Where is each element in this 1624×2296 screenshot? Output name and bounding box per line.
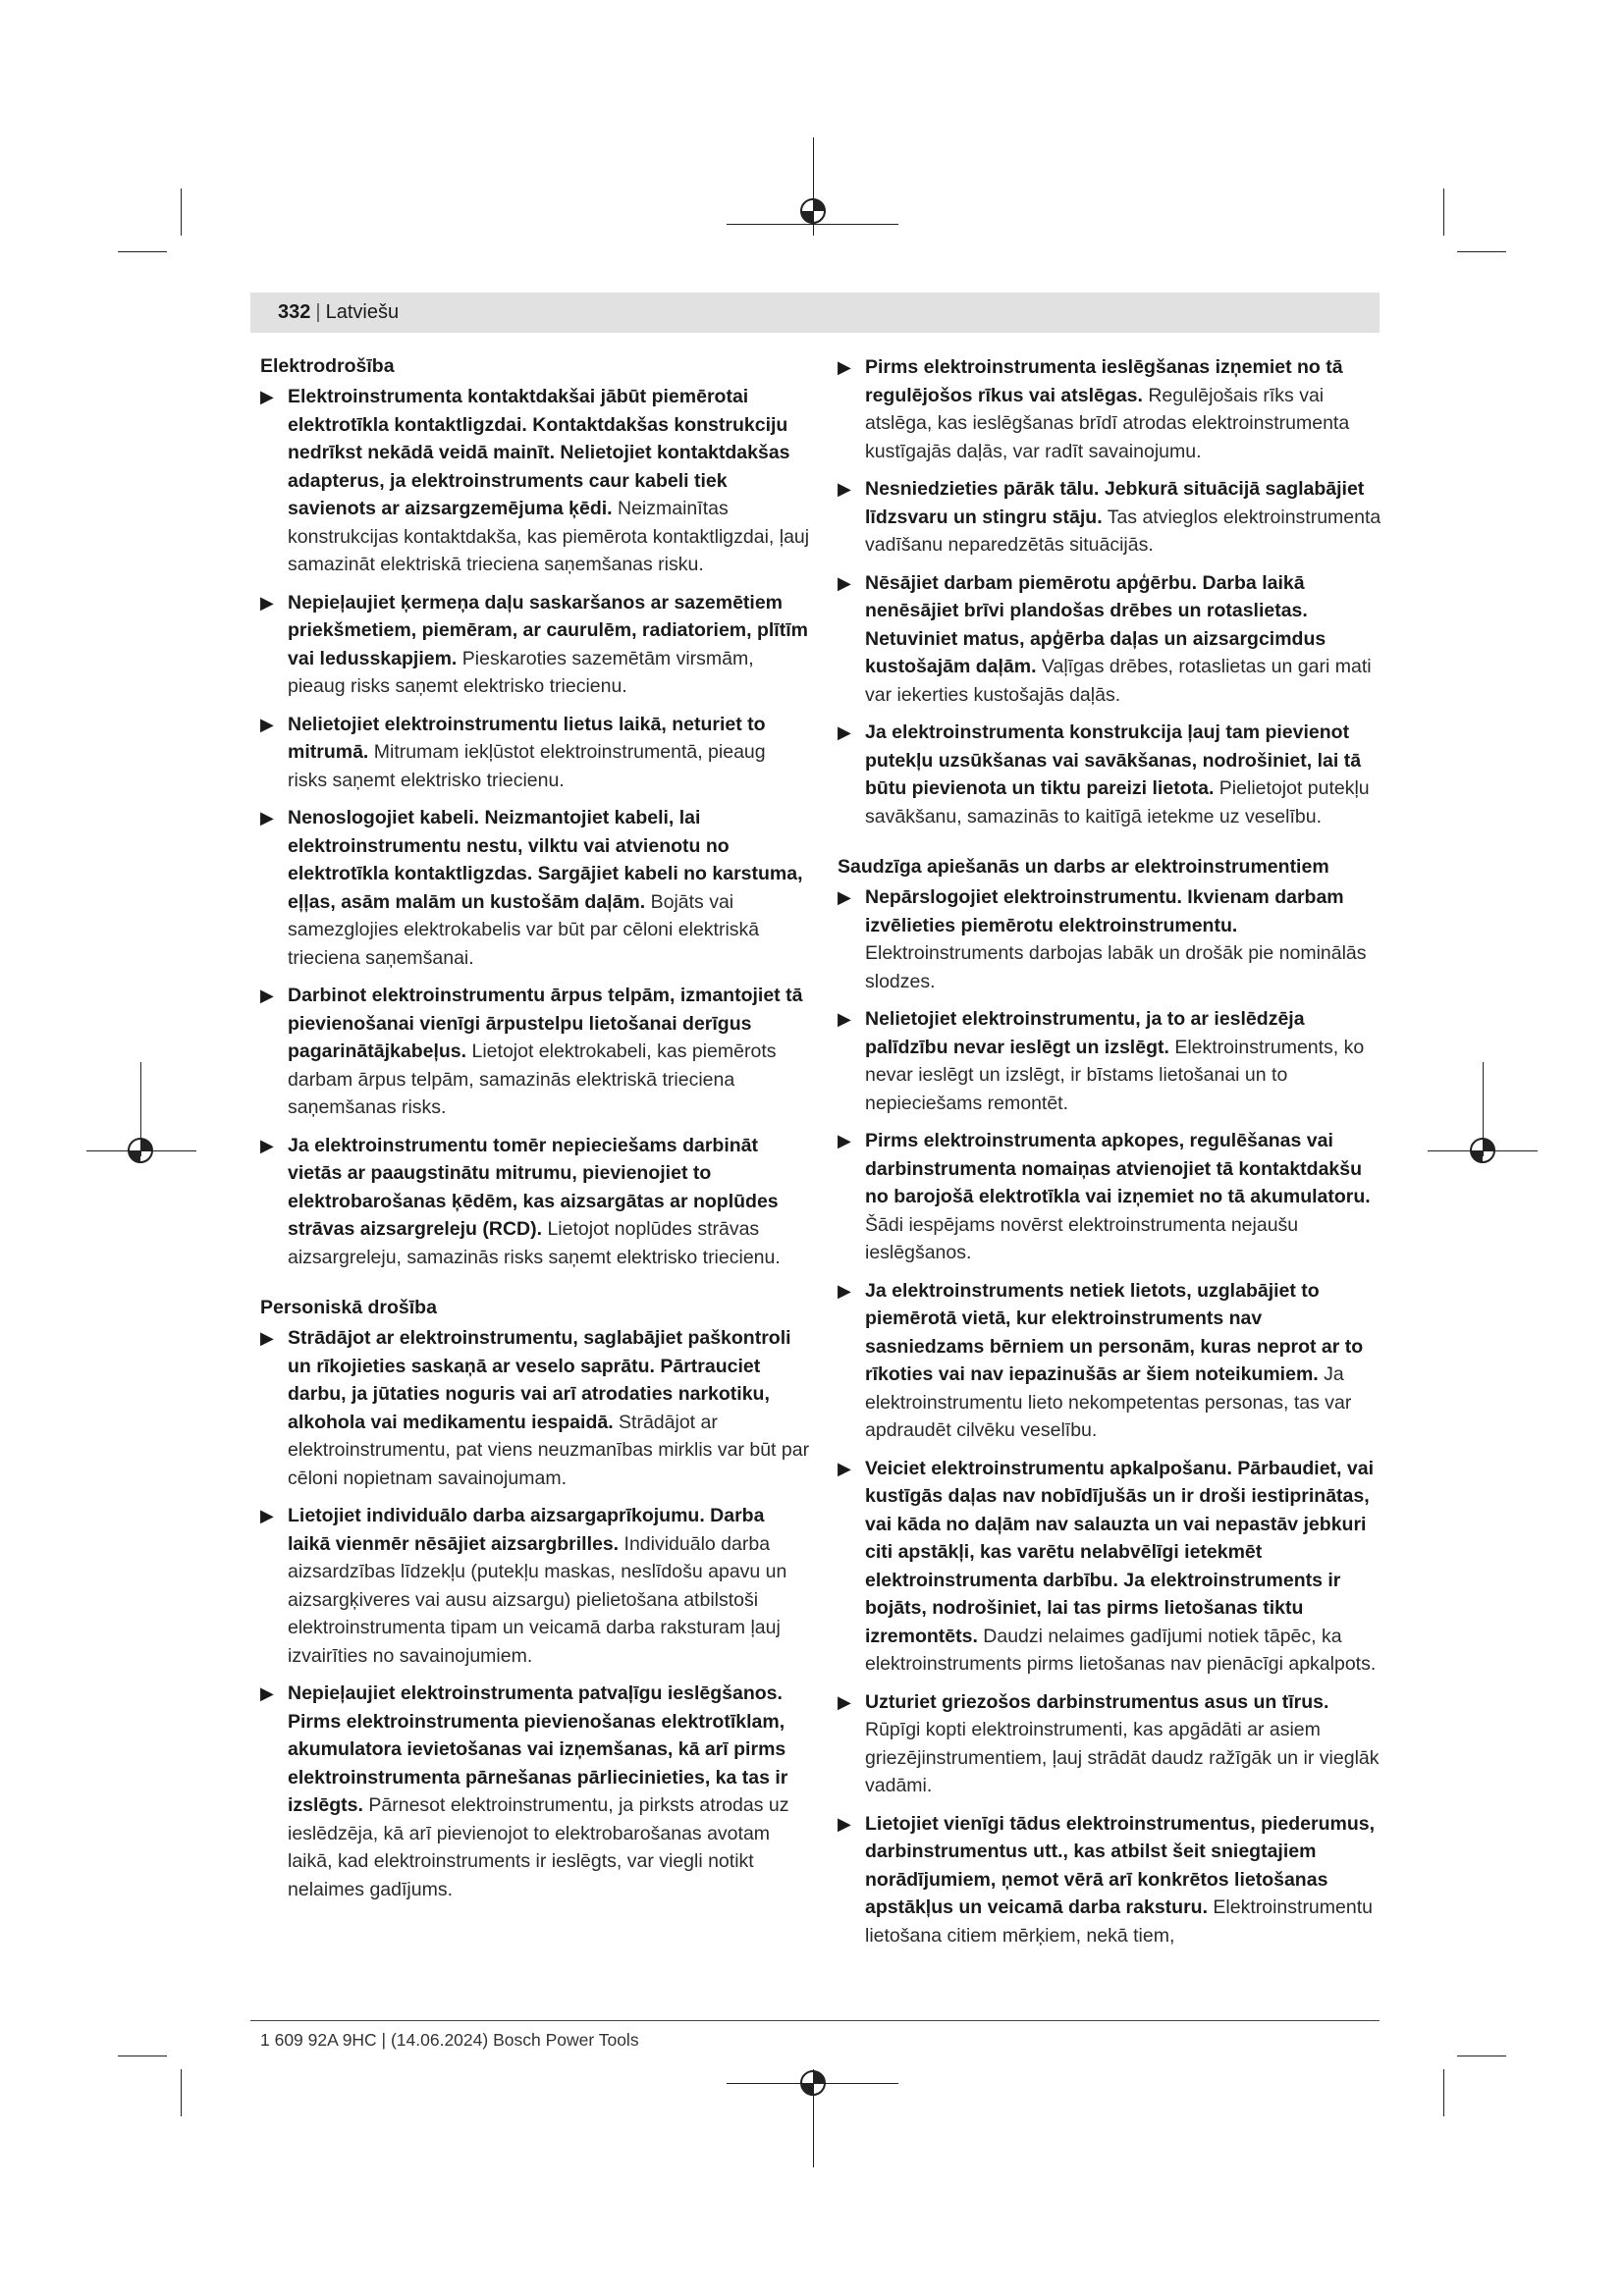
instruction-explanation-text: Strādājot ar elektroinstrumentu, pat viens neuzmanības mirklis var būt par cēloni nopietnam savainojumam. xyxy=(288,1411,810,1489)
safety-instruction-item xyxy=(260,982,810,1122)
instruction-bold-text: Nesniedzieties pārāk tālu. Jebkurā situācijā saglabājiet līdzsvaru un stingru stāju. xyxy=(865,478,1365,528)
triangle-bullet-icon: ▶ xyxy=(260,1135,274,1155)
instruction-bold-text: Ja elektroinstruments netiek lietots, uzglabājiet to piemērotā vietā, kur elektroinstruments nav sasniedzams bērniem un personām, kuras neprot ar to rīkoties vai nav iepazinušās ar šiem noteikumiem. xyxy=(865,1279,1364,1385)
instruction-explanation-text: Tas atvieglos elektroinstrumenta vadīšanu neparedzētās situācijās. xyxy=(865,506,1381,556)
safety-instruction-item xyxy=(838,1810,1382,1950)
section-heading: Saudzīga apiešanās un darbs ar elektroinstrumentiem xyxy=(838,856,1329,878)
registration-mark-icon xyxy=(798,196,828,226)
page-number: 332 xyxy=(278,301,311,323)
safety-instruction-item xyxy=(260,711,810,795)
section-heading: Elektrodrošība xyxy=(260,355,395,377)
instruction-bold-text: Nepieļaujiet elektroinstrumenta patvaļīgu ieslēgšanos. Pirms elektroinstrumenta pievienošanas elektrotīklam, akumulatora ievietošanas vai izņemšanas, kā arī pirms elektroinstrumenta pārnešanas pārliecinieties, ka tas ir izslēgts. xyxy=(288,1682,788,1816)
safety-instruction-item xyxy=(838,475,1382,560)
page-header xyxy=(250,293,1380,333)
triangle-bullet-icon: ▶ xyxy=(838,1813,851,1834)
triangle-bullet-icon: ▶ xyxy=(838,357,851,377)
triangle-bullet-icon: ▶ xyxy=(838,1458,851,1478)
instruction-bold-text: Nenoslogojiet kabeli. Neizmantojiet kabeli, lai elektroinstrumentu nestu, vilktu vai atvienotu no elektrotīkla kontaktligzdas. Sargājiet kabeli no karstuma, eļļas, asām malām un kustošām daļām. xyxy=(288,807,803,913)
crop-mark xyxy=(118,251,167,252)
instruction-explanation-text: Lietojot noplūdes strāvas aizsargreleju, samazinās risks saņemt elektrisko triecienu. xyxy=(288,1218,781,1268)
safety-instruction-item xyxy=(838,1005,1382,1117)
safety-instruction-item xyxy=(838,1688,1382,1800)
crop-mark xyxy=(1443,188,1444,236)
crop-mark xyxy=(181,2069,182,2116)
triangle-bullet-icon: ▶ xyxy=(838,1131,851,1150)
instruction-explanation-text: Individuālo darba aizsardzības līdzekļu (putekļu maskas, neslīdošu apavu un aizsargķiveres vai ausu aizsargu) pielietošana atbilstoši elektroinstrumenta tipam un veicamā darba raksturam ļauj izvairīties no savainojumiem. xyxy=(288,1532,787,1667)
triangle-bullet-icon: ▶ xyxy=(260,714,274,734)
crop-mark xyxy=(1443,2069,1444,2116)
instruction-bold-text: Ja elektroinstrumentu tomēr nepieciešams darbināt vietās ar paaugstinātu mitrumu, pievienojiet to elektrobarošanas ķēdēm, kas aizsargātas ar noplūdes strāvas aizsargreleju (RCD). xyxy=(288,1134,779,1240)
triangle-bullet-icon: ▶ xyxy=(838,722,851,742)
crop-mark xyxy=(181,188,182,236)
instruction-bold-text: Lietojiet vienīgi tādus elektroinstrumentus, piederumus, darbinstrumentus utt., kas atbilst šeit sniegtajiem norādījumiem, ņemot vērā arī konkrētos lietošanas apstākļus un veicamā darba raksturu. xyxy=(865,1812,1376,1918)
instruction-bold-text: Nepārslogojiet elektroinstrumentu. Ikvienam darbam izvēlieties piemērotu elektroinstrumentu. xyxy=(865,886,1344,936)
safety-instruction-item xyxy=(838,719,1382,830)
registration-mark-icon xyxy=(126,1136,155,1165)
instruction-bold-text: Lietojiet individuālo darba aizsargaprīkojumu. Darba laikā vienmēr nēsājiet aizsargbrilles. xyxy=(288,1505,765,1555)
triangle-bullet-icon: ▶ xyxy=(260,1683,274,1703)
instruction-explanation-text: Mitrumam iekļūstot elektroinstrumentā, pieaug risks saņemt elektrisko triecienu. xyxy=(288,741,766,791)
triangle-bullet-icon: ▶ xyxy=(260,592,274,613)
instruction-bold-text: Darbinot elektroinstrumentu ārpus telpām, izmantojiet tā pievienošanai vienīgi ārpustelpu lietošanai derīgus pagarinātājkabeļus. xyxy=(288,985,803,1062)
instruction-bold-text: Uzturiet griezošos darbinstrumentus asus un tīrus. xyxy=(865,1690,1329,1713)
safety-instruction-item xyxy=(260,1324,810,1492)
section-heading: Personiskā drošība xyxy=(260,1297,437,1318)
safety-instruction-item xyxy=(260,1502,810,1670)
instruction-explanation-text: Elektroinstrumentu lietošana citiem mērķiem, nekā tiem, xyxy=(865,1896,1373,1947)
instruction-explanation-text: Neizmainītas konstrukcijas kontaktdakša, kas piemērota kontaktligzdai, ļauj samazināt elektriskā trieciena saņemšanas risku. xyxy=(288,498,810,575)
triangle-bullet-icon: ▶ xyxy=(260,1328,274,1348)
instruction-bold-text: Strādājot ar elektroinstrumentu, saglabājiet paškontroli un rīkojieties saskaņā ar veselo saprātu. Pārtrauciet darbu, ja jūtaties noguris vai arī atrodaties narkotiku, alkohola vai medikamentu iespaidā. xyxy=(288,1327,791,1433)
safety-instruction-item xyxy=(260,589,810,701)
section-gap xyxy=(838,840,1382,854)
instruction-bold-text: Pirms elektroinstrumenta ieslēgšanas izņemiet no tā regulējošos rīkus vai atslēgas. xyxy=(865,356,1343,406)
instruction-bold-text: Nepieļaujiet ķermeņa daļu saskaršanos ar sazemētiem priekšmetiem, piemēram, ar caurulēm, radiatoriem, plītīm vai ledusskapjiem. xyxy=(288,591,808,669)
footer-rule xyxy=(250,2020,1380,2021)
triangle-bullet-icon: ▶ xyxy=(260,1506,274,1525)
triangle-bullet-icon: ▶ xyxy=(838,1009,851,1029)
safety-instruction-item xyxy=(260,383,810,579)
triangle-bullet-icon: ▶ xyxy=(260,808,274,828)
instruction-explanation-text: Elektroinstruments, ko nevar ieslēgt un izslēgt, ir bīstams lietošanai un to nepieciešams remontēt. xyxy=(865,1036,1365,1114)
instruction-explanation-text: Vaļīgas drēbes, rotaslietas un gari mati var iekerties kustošajās daļās. xyxy=(865,656,1372,706)
safety-instruction-item xyxy=(260,1680,810,1903)
safety-instruction-item xyxy=(838,883,1382,995)
registration-mark-icon xyxy=(1468,1136,1497,1165)
triangle-bullet-icon: ▶ xyxy=(838,572,851,593)
right-column xyxy=(838,353,1382,1959)
registration-mark-icon xyxy=(798,2068,828,2098)
instruction-explanation-text: Šādi iespējams novērst elektroinstrumenta nejaušu ieslēgšanos. xyxy=(865,1213,1299,1263)
instruction-explanation-text: Pārnesot elektroinstrumentu, ja pirksts atrodas uz ieslēdzēja, kā arī pievienojot to elektrobarošanas avotam laikā, kad elektroinstruments ir ieslēgts, var viegli notikt nelaimes gadījums. xyxy=(288,1794,789,1900)
left-column xyxy=(260,353,810,1913)
triangle-bullet-icon: ▶ xyxy=(260,986,274,1005)
instruction-explanation-text: Bojāts vai samezglojies elektrokabelis var būt par cēloni elektriskā trieciena saņemšanai. xyxy=(288,890,760,969)
safety-instruction-item xyxy=(838,1127,1382,1267)
footer-text: 1 609 92A 9HC | (14.06.2024) Bosch Power Tools xyxy=(260,2030,639,2050)
instruction-explanation-text: Rūpīgi kopti elektroinstrumenti, kas apgādāti ar asiem griezējinstrumentiem, ļauj strādāt daudz ražīgāk un ir vieglāk vadāmi. xyxy=(865,1719,1380,1796)
triangle-bullet-icon: ▶ xyxy=(838,1280,851,1301)
header-separator: | xyxy=(315,301,321,323)
instruction-bold-text: Pirms elektroinstrumenta apkopes, regulēšanas vai darbinstrumenta nomaiņas atvienojiet tā kontaktdakšu no barojošā elektrotīkla vai izņemiet no tā akumulatoru. xyxy=(865,1130,1371,1207)
instruction-bold-text: Veiciet elektroinstrumentu apkalpošanu. Pārbaudiet, vai kustīgās daļas nav nobīdījušās un ir droši iestiprinātas, vai kāda no daļām nav salauzta un vai nepastāv jebkuri citi apstākļi, kas varētu nelabvēlīgi ietekmēt elektroinstrumenta darbību. Ja elektroinstruments ir bojāts, nodrošiniet, lai tas pirms lietošanas tiktu izremontēts. xyxy=(865,1457,1374,1647)
instruction-explanation-text: Elektroinstruments darbojas labāk un drošāk pie nominālās slodzes. xyxy=(865,942,1367,992)
triangle-bullet-icon: ▶ xyxy=(260,387,274,406)
instruction-explanation-text: Ja elektroinstrumentu lieto nekompetentas personas, tas var apdraudēt cilvēku veselību. xyxy=(865,1363,1352,1441)
safety-instruction-item xyxy=(838,1455,1382,1679)
safety-instruction-item xyxy=(838,569,1382,710)
instruction-explanation-text: Lietojot elektrokabeli, kas piemērots darbam ārpus telpām, samazinās elektriskā trieciena saņemšanas risks. xyxy=(288,1041,777,1118)
instruction-bold-text: Ja elektroinstrumenta konstrukcija ļauj tam pievienot putekļu uzsūkšanas vai savākšanas, nodrošiniet, lai tā būtu pievienota un tiktu pareizi lietota. xyxy=(865,721,1362,799)
triangle-bullet-icon: ▶ xyxy=(838,479,851,499)
instruction-explanation-text: Daudzi nelaimes gadījumi notiek tāpēc, ka elektroinstruments pirms lietošanas nav pienācīgi apkalpots. xyxy=(865,1625,1377,1675)
triangle-bullet-icon: ▶ xyxy=(838,887,851,907)
instruction-bold-text: Nēsājiet darbam piemērotu apģērbu. Darba laikā nenēsājiet brīvi plandošas drēbes un rotaslietas. Netuviniet matus, apģērba daļas un aizsargcimdus kustošajām daļām. xyxy=(865,571,1326,677)
instruction-explanation-text: Pielietojot putekļu savākšanu, samazinās to kaitīgā ietekme uz veselību. xyxy=(865,777,1370,828)
instruction-explanation-text: Regulējošais rīks vai atslēga, kas ieslēgšanas brīdī atrodas elektroinstrumenta kustīgajās daļās, var radīt savainojumu. xyxy=(865,384,1350,462)
safety-instruction-item xyxy=(838,1277,1382,1445)
header-language: Latviešu xyxy=(325,301,400,323)
triangle-bullet-icon: ▶ xyxy=(838,1691,851,1712)
safety-instruction-item xyxy=(838,353,1382,465)
safety-instruction-item xyxy=(260,804,810,972)
instruction-explanation-text: Pieskaroties sazemētām virsmām, pieaug risks saņemt elektrisko triecienu. xyxy=(288,647,754,697)
crop-mark xyxy=(1457,251,1506,252)
instruction-bold-text: Elektroinstrumenta kontaktdakšai jābūt piemērotai elektrotīkla kontaktligzdai. Kontaktdakšas konstrukciju nedrīkst nekādā veidā mainīt. Nelietojiet kontaktdakšas adapterus, ja elektroinstruments caur kabeli tiek savienots ar aizsargzemējuma ķēdi. xyxy=(288,386,790,519)
section-gap xyxy=(260,1281,810,1295)
safety-instruction-item xyxy=(260,1132,810,1272)
instruction-bold-text: Nelietojiet elektroinstrumentu lietus laikā, neturiet to mitrumā. xyxy=(288,713,766,763)
instruction-bold-text: Nelietojiet elektroinstrumentu, ja to ar ieslēdzēja palīdzību nevar ieslēgt un izslēgt. xyxy=(865,1008,1305,1058)
